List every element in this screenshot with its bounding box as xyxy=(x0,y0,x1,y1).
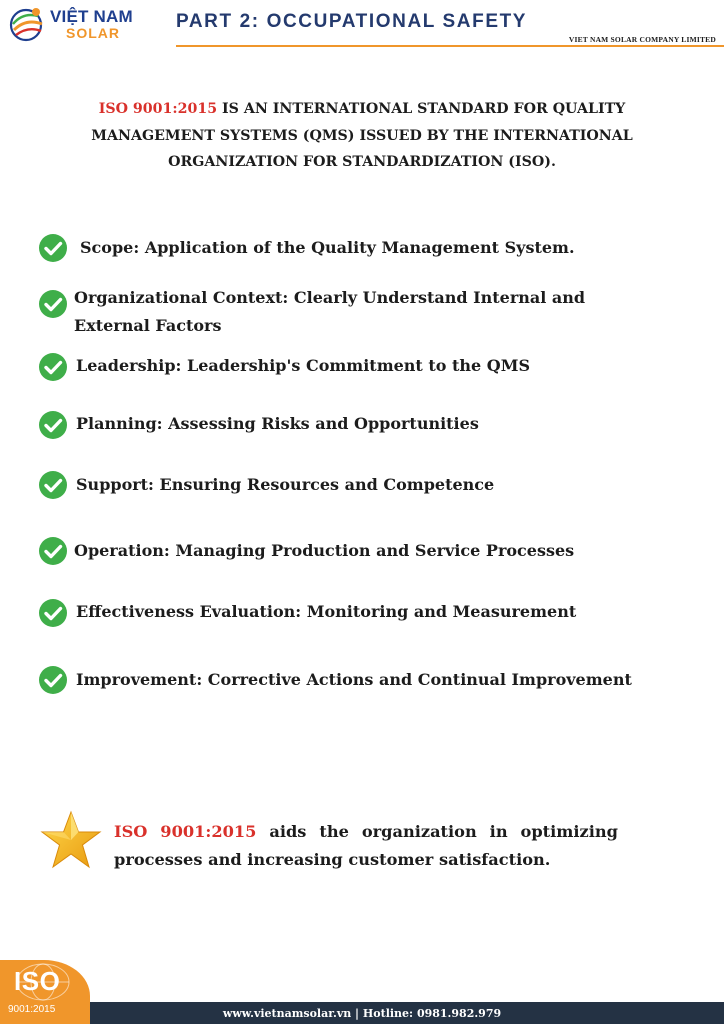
iso-badge-number: 9001:2015 xyxy=(8,1004,56,1015)
page-header xyxy=(0,0,724,48)
check-circle-icon xyxy=(38,410,68,440)
checklist-item-label: Operation: Managing Production and Service Processes xyxy=(74,541,575,560)
footer-contact: www.vietnamsolar.vn | Hotline: 0981.982.979 xyxy=(222,1007,502,1020)
check-circle-icon xyxy=(38,289,68,319)
sun-globe-icon xyxy=(8,4,48,44)
check-circle-icon xyxy=(38,598,68,628)
checklist-item-label: Scope: Application of the Quality Management System. xyxy=(80,238,575,257)
checklist-item-label: Improvement: Corrective Actions and Continual Improvement xyxy=(76,670,632,689)
check-circle-icon xyxy=(38,665,68,695)
checklist-item-label: Organizational Context: Clearly Understand Internal and External Factors xyxy=(74,288,586,335)
star-icon xyxy=(40,810,102,870)
logo-text-solar: SOLAR xyxy=(66,25,120,41)
logo-text-vietnam: VIỆT NAM xyxy=(50,7,133,26)
check-circle-icon xyxy=(38,470,68,500)
checklist-item-label: Planning: Assessing Risks and Opportunities xyxy=(76,414,479,433)
intro-iso-highlight: ISO 9001:2015 xyxy=(98,101,218,117)
check-circle-icon xyxy=(38,352,68,382)
check-circle-icon xyxy=(38,233,68,263)
intro-paragraph xyxy=(70,96,654,176)
checklist-item-label: Leadership: Leadership's Commitment to the QMS xyxy=(76,356,530,375)
header-divider xyxy=(176,45,724,47)
checklist-item-label: Effectiveness Evaluation: Monitoring and Measurement xyxy=(76,602,577,621)
check-circle-icon xyxy=(38,536,68,566)
company-logo xyxy=(8,4,168,44)
note-iso-highlight: ISO 9001:2015 xyxy=(114,822,257,841)
iso-badge-title: ISO xyxy=(14,966,61,996)
checklist-item-label: Support: Ensuring Resources and Competence xyxy=(76,475,495,494)
summary-note xyxy=(114,818,618,874)
iso-badge xyxy=(0,960,90,1024)
note-text: aids the organization in optimizing processes and increasing customer satisfaction. xyxy=(114,822,618,869)
intro-text: IS AN INTERNATIONAL STANDARD FOR QUALITY MANAGEMENT SYSTEMS (QMS) ISSUED BY THE INTERNATIONAL ORGANIZATION FOR STANDARDIZATION (ISO). xyxy=(91,101,633,170)
company-name: VIET NAM SOLAR COMPANY LIMITED xyxy=(568,35,716,44)
page-title: PART 2: OCCUPATIONAL SAFETY xyxy=(176,11,528,32)
